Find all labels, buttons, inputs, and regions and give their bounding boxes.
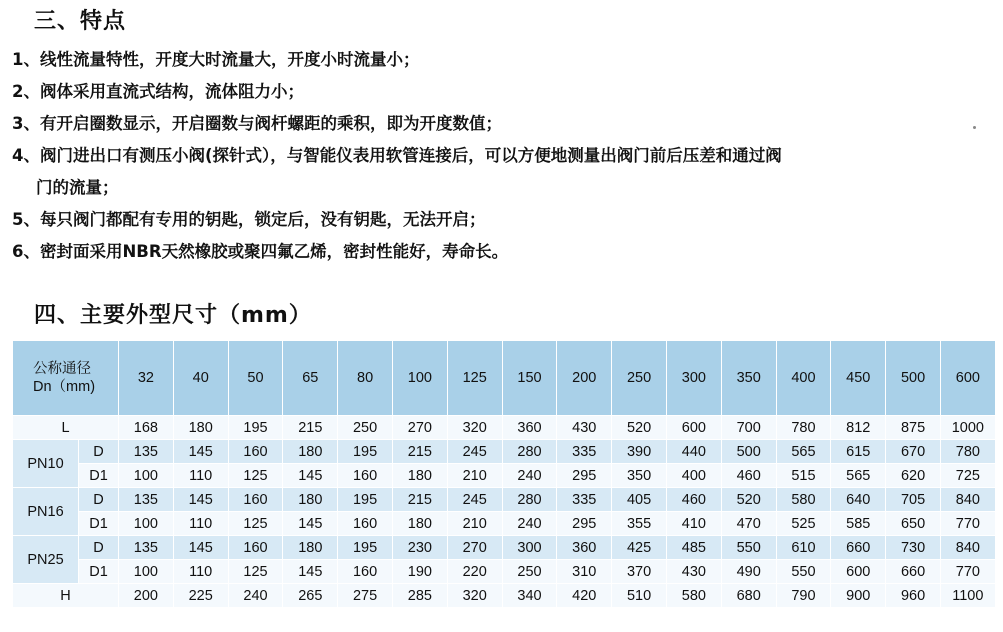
table-cell: 405: [612, 488, 667, 512]
table-cell: 400: [666, 464, 721, 488]
table-cell: 160: [338, 512, 393, 536]
table-cell: 230: [392, 536, 447, 560]
table-cell: 125: [228, 464, 283, 488]
dn-header-cell: 250: [612, 341, 667, 416]
table-cell: 840: [940, 488, 995, 512]
table-cell: 125: [228, 560, 283, 584]
table-cell: 240: [502, 512, 557, 536]
table-cell: 620: [886, 464, 941, 488]
table-cell: 510: [612, 584, 667, 608]
row-label: D: [79, 488, 119, 512]
table-cell: 550: [776, 560, 831, 584]
table-cell: 370: [612, 560, 667, 584]
table-cell: 565: [776, 440, 831, 464]
dn-header-label: [13, 341, 119, 416]
table-cell: 180: [283, 488, 338, 512]
table-cell: 705: [886, 488, 941, 512]
table-cell: 200: [119, 584, 174, 608]
feature-item: 1、线性流量特性，开度大时流量大，开度小时流量小；: [12, 50, 420, 69]
dn-header-cell: 400: [776, 341, 831, 416]
table-cell: 600: [831, 560, 886, 584]
table-cell: 335: [557, 488, 612, 512]
table-cell: 160: [228, 488, 283, 512]
table-cell: 215: [392, 440, 447, 464]
section-3-title: 三、特点: [34, 9, 127, 34]
table-row: [13, 512, 996, 536]
table-cell: 610: [776, 536, 831, 560]
table-cell: 285: [392, 584, 447, 608]
table-cell: 275: [338, 584, 393, 608]
table-cell: 355: [612, 512, 667, 536]
dn-header-cell: 32: [119, 341, 174, 416]
table-cell: 430: [666, 560, 721, 584]
table-cell: 580: [666, 584, 721, 608]
table-row: [13, 488, 996, 512]
table-cell: 770: [940, 512, 995, 536]
table-row: [13, 464, 996, 488]
dn-header-cell: 500: [886, 341, 941, 416]
table-cell: 525: [776, 512, 831, 536]
table-cell: 390: [612, 440, 667, 464]
table-cell: 1100: [940, 584, 995, 608]
header-row: [13, 341, 996, 416]
table-cell: 700: [721, 416, 776, 440]
table-cell: 585: [831, 512, 886, 536]
row-label: L: [13, 416, 119, 440]
table-cell: 180: [173, 416, 228, 440]
table-row: [13, 584, 996, 608]
table-row: [13, 416, 996, 440]
row-label: D: [79, 536, 119, 560]
table-cell: 240: [228, 584, 283, 608]
table-cell: 280: [502, 488, 557, 512]
table-cell: 180: [392, 512, 447, 536]
feature-item: 3、有开启圈数显示，开启圈数与阀杆螺距的乘积，即为开度数值；: [12, 114, 502, 133]
dn-header-label-line2: Dn（mm): [33, 379, 96, 395]
table-cell: 210: [447, 512, 502, 536]
table-cell: 615: [831, 440, 886, 464]
table-cell: 215: [392, 488, 447, 512]
table-cell: 650: [886, 512, 941, 536]
row-label: D: [79, 440, 119, 464]
table-cell: 100: [119, 512, 174, 536]
table-cell: 160: [338, 560, 393, 584]
feature-item: 5、每只阀门都配有专用的钥匙，锁定后，没有钥匙，无法开启；: [12, 210, 486, 229]
table-cell: 195: [338, 440, 393, 464]
table-cell: 250: [502, 560, 557, 584]
dn-header-cell: 150: [502, 341, 557, 416]
table-row: [13, 440, 996, 464]
table-cell: 520: [612, 416, 667, 440]
table-cell: 100: [119, 560, 174, 584]
table-cell: 160: [338, 464, 393, 488]
table-cell: 670: [886, 440, 941, 464]
table-cell: 225: [173, 584, 228, 608]
table-cell: 240: [502, 464, 557, 488]
table-cell: 160: [228, 536, 283, 560]
table-cell: 515: [776, 464, 831, 488]
table-cell: 770: [940, 560, 995, 584]
table-cell: 295: [557, 512, 612, 536]
table-cell: 125: [228, 512, 283, 536]
table-cell: 245: [447, 488, 502, 512]
table-cell: 190: [392, 560, 447, 584]
table-cell: 335: [557, 440, 612, 464]
table-cell: 180: [283, 440, 338, 464]
dn-header-cell: 125: [447, 341, 502, 416]
feature-item: 2、阀体采用直流式结构，流体阻力小；: [12, 82, 304, 101]
dn-header-cell: 300: [666, 341, 721, 416]
table-cell: 430: [557, 416, 612, 440]
table-cell: 490: [721, 560, 776, 584]
dn-header-cell: 40: [173, 341, 228, 416]
table-cell: 215: [283, 416, 338, 440]
table-cell: 195: [338, 488, 393, 512]
table-cell: 280: [502, 440, 557, 464]
table-cell: 145: [283, 512, 338, 536]
table-cell: 420: [557, 584, 612, 608]
table-cell: 145: [173, 488, 228, 512]
feature-item-continuation: 门的流量；: [36, 178, 119, 197]
dn-header-label-line1: 公称通径: [33, 361, 91, 377]
table-cell: 250: [338, 416, 393, 440]
table-cell: 360: [502, 416, 557, 440]
table-cell: 180: [283, 536, 338, 560]
table-cell: 360: [557, 536, 612, 560]
table-cell: 110: [173, 560, 228, 584]
table-cell: 100: [119, 464, 174, 488]
dn-header-cell: 65: [283, 341, 338, 416]
table-cell: 1000: [940, 416, 995, 440]
table-cell: 135: [119, 488, 174, 512]
table-cell: 780: [940, 440, 995, 464]
table-cell: 320: [447, 416, 502, 440]
table-cell: 145: [173, 536, 228, 560]
dn-header-cell: 600: [940, 341, 995, 416]
table-cell: 520: [721, 488, 776, 512]
table-cell: 110: [173, 512, 228, 536]
dn-header-cell: 80: [338, 341, 393, 416]
pressure-group-label: PN25: [13, 536, 79, 584]
table-cell: 900: [831, 584, 886, 608]
table-cell: 145: [283, 560, 338, 584]
dimensions-table: [12, 340, 996, 608]
pressure-group-label: PN10: [13, 440, 79, 488]
table-cell: 660: [886, 560, 941, 584]
table-cell: 310: [557, 560, 612, 584]
table-cell: 210: [447, 464, 502, 488]
dn-header-cell: 50: [228, 341, 283, 416]
table-cell: 460: [666, 488, 721, 512]
table-cell: 565: [831, 464, 886, 488]
section-4-title: 四、主要外型尺寸（mm）: [34, 303, 312, 328]
table-cell: 320: [447, 584, 502, 608]
table-row: [13, 560, 996, 584]
row-label: H: [13, 584, 119, 608]
table-row: [13, 536, 996, 560]
row-label: D1: [79, 464, 119, 488]
row-label: D1: [79, 512, 119, 536]
table-cell: 460: [721, 464, 776, 488]
table-cell: 780: [776, 416, 831, 440]
table-cell: 640: [831, 488, 886, 512]
table-cell: 180: [392, 464, 447, 488]
table-cell: 500: [721, 440, 776, 464]
table-cell: 300: [502, 536, 557, 560]
table-cell: 600: [666, 416, 721, 440]
table-cell: 160: [228, 440, 283, 464]
table-cell: 660: [831, 536, 886, 560]
table-cell: 680: [721, 584, 776, 608]
table-cell: 135: [119, 536, 174, 560]
table-cell: 440: [666, 440, 721, 464]
dn-header-cell: 200: [557, 341, 612, 416]
table-cell: 245: [447, 440, 502, 464]
feature-item: 4、阀门进出口有测压小阀(探针式），与智能仪表用软管连接后，可以方便地测量出阀门前后压差和通过阀: [12, 146, 782, 165]
table-cell: 145: [283, 464, 338, 488]
table-cell: 195: [338, 536, 393, 560]
table-cell: 580: [776, 488, 831, 512]
table-cell: 725: [940, 464, 995, 488]
table-cell: 350: [612, 464, 667, 488]
row-label: D1: [79, 560, 119, 584]
table-cell: 110: [173, 464, 228, 488]
table-cell: 485: [666, 536, 721, 560]
dn-header-cell: 450: [831, 341, 886, 416]
table-cell: 875: [886, 416, 941, 440]
table-cell: 135: [119, 440, 174, 464]
table-cell: 168: [119, 416, 174, 440]
table-cell: 730: [886, 536, 941, 560]
dn-header-cell: 100: [392, 341, 447, 416]
table-cell: 470: [721, 512, 776, 536]
table-cell: 270: [392, 416, 447, 440]
table-cell: 790: [776, 584, 831, 608]
stray-dot: [973, 126, 976, 129]
table-cell: 340: [502, 584, 557, 608]
features-list: [12, 44, 997, 268]
table-cell: 840: [940, 536, 995, 560]
table-cell: 812: [831, 416, 886, 440]
table-cell: 265: [283, 584, 338, 608]
table-cell: 295: [557, 464, 612, 488]
dn-header-cell: 350: [721, 341, 776, 416]
table-cell: 960: [886, 584, 941, 608]
table-cell: 550: [721, 536, 776, 560]
pressure-group-label: PN16: [13, 488, 79, 536]
table-cell: 425: [612, 536, 667, 560]
table-cell: 195: [228, 416, 283, 440]
table-cell: 220: [447, 560, 502, 584]
table-cell: 270: [447, 536, 502, 560]
feature-item: 6、密封面采用NBR天然橡胶或聚四氟乙烯，密封性能好，寿命长。: [12, 242, 509, 261]
table-cell: 410: [666, 512, 721, 536]
table-cell: 145: [173, 440, 228, 464]
